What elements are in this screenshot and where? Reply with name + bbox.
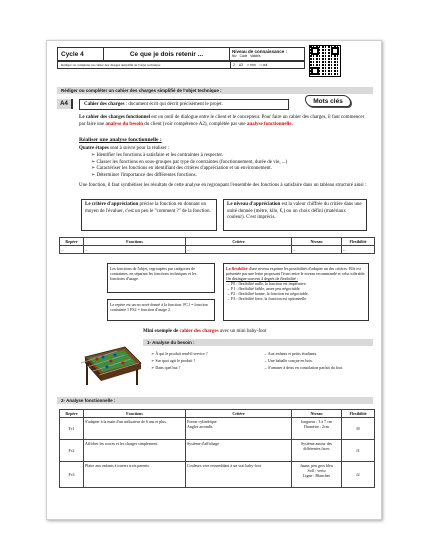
- steps-list: [91, 153, 371, 179]
- list-item: ➢ Dans quel but ?: [151, 365, 181, 370]
- besoin-banner: 1- Analyse du besoin :: [143, 339, 373, 346]
- mini-example-title: Mini exemple de cahier des charges avec un mini baby-foot: [143, 329, 267, 334]
- fonctions-note: Les fonctions de l'objet, regroupées par catégories de contraintes, en séparant les fonctions techniques et les fonctions d'usage.: [107, 263, 215, 293]
- ex-col-fonctions: Fonctions: [84, 410, 186, 418]
- cycle-label: Cycle 4: [58, 48, 104, 60]
- critere-box: Le critère d'appréciation précise la fonction en donnant un moyen de l'évaluer, c'est un peu le "comment ?" de la fonction.: [81, 199, 217, 231]
- definition-text: : document écrit qui décrit précisément le projet.: [124, 102, 223, 107]
- table-intro: Une fonction, il faut synthétiser les résultats de cette analyse en regroupant l'ensemble des fonctions à satisfaire dans un tableau structuré ainsi :: [79, 183, 367, 188]
- ex-col-repere: Repère: [60, 410, 84, 418]
- worksheet-page: [46, 40, 382, 520]
- ex-col-critere: Critère: [186, 410, 292, 418]
- header-bar: [57, 47, 305, 61]
- intro-paragraph: Le cahier des charges fonctionnel est un outil de dialogue entre le client et le concepteur. Pour faire un cahier des charges, il faut commencer par faire une analyse du besoin du client (voir compétence A2), complétée par une analyse fonctionnelle.: [79, 115, 365, 127]
- subheader-bar: [57, 61, 305, 69]
- list-item: → Aux enfants et petits étudiants.: [263, 351, 318, 356]
- ex-col-flexibilite: Flexibilité: [342, 410, 375, 418]
- list-item: → S'amuser à deux en consolation parfait du foot.: [263, 365, 344, 370]
- subsection-title: Réaliser une analyse fonctionnelle :: [79, 137, 162, 143]
- table-row: Fc3 Plaire aux enfants à travers trois parents. Couleurs vive ressemblant à un vrai baby-foot Jaune, peu gros bleu Solf : vertu Ligne : Blanches f2: [60, 462, 375, 488]
- comp-col-code: Code: [239, 54, 248, 58]
- babyfoot-image: [77, 339, 145, 389]
- col-fonctions: Fonctions: [84, 238, 186, 246]
- qr-code-icon: [309, 45, 341, 77]
- comp-niv: 2: [233, 63, 235, 67]
- section-banner: Rédiger ou compléter un cahier des charges simplifié de l'objet technique :: [57, 87, 373, 94]
- list-item: ➢ Sur quoi agit le produit ?: [151, 358, 196, 363]
- definition-term: Cahier des charges: [84, 102, 125, 107]
- steps-intro: Quatre étapes sont à suivre pour la réaliser :: [79, 146, 170, 151]
- ex-col-niveau: Niveau: [292, 410, 342, 418]
- list-item: ➢ Caractériser les fonctions en identifiant des critères d'appréciation et un environnement.: [91, 166, 272, 171]
- col-niveau: Niveau: [292, 238, 342, 246]
- list-item: ➢ Identifier les fonctions à satisfaire et les contraintes à respecter.: [91, 153, 224, 158]
- flexibilite-note: La flexibilité d'une niveau exprime les possibilités d'adapter un des critères. Elle est présentée par une lettre proposant l'écart entre le niveau recommandé et celui tolérable. On distingue souvent 4 degrés de flexibilité : → F0 : flexibilité nulle, la fonction est impérative. → F1 : flexibilité faible, assez peu négociable. → F2 : flexibilité bonne, la fonction est négociable. → F3 : flexibilité forte, la fonction est optionnelle.: [223, 263, 369, 321]
- col-critere: Critère: [186, 238, 292, 246]
- subtitle: Rédiger ou compléter un cahier des charges simplifié de l'objet technique: [61, 63, 161, 67]
- example-table: [59, 409, 375, 488]
- list-item: ➢ Déterminer l'importance des différentes fonctions.: [91, 172, 197, 178]
- mots-cles-badge: Mots clés: [305, 95, 351, 107]
- competence-title: Niveau de connaissance :: [232, 49, 288, 54]
- repere-note: Le repère est un no nové donné à la fonction. FC1 = fonction contrainte 1 FS2 = fonction d'usage 2.: [107, 299, 215, 321]
- checkbox-non[interactable]: □ non: [247, 63, 256, 67]
- table-row: Fc1 S'adapter à la main d'un utilisateur de 6 ans et plus. Forme cylindrique Angles arrondis longueur : 3 à 7 cm Diamètre : 2cm f0: [60, 418, 375, 440]
- comp-col-valides: Validés: [250, 54, 261, 58]
- competence-values: [230, 62, 304, 68]
- checkbox-oui[interactable]: □ oui: [259, 63, 268, 67]
- definition-box: [79, 99, 289, 110]
- niveau-box: Le niveau d'appréciation est la valeur chiffrée du critère dans une unité donnée (mètre, kilo, €,) ou un choix défini (matériaux couleur). C'est imprécis.: [223, 199, 367, 231]
- structure-table: Repère Fonctions Critère Niveau Flexibilité ... ... ... ... ...: [59, 237, 375, 254]
- table-row: Fc2 Afficher les scores et les charger simplement. Système d'affichage Système autour des différentes faces f1: [60, 440, 375, 462]
- comp-code: A3: [238, 63, 244, 67]
- comp-col-niv: Niv: [232, 54, 237, 58]
- list-item: ➢ Classer les fonctions en sous-groupes par type de contraintes (fonctionnement, durée de vie, ...): [91, 159, 288, 165]
- col-repere: Repère: [60, 238, 84, 246]
- analyse-banner: 2- Analyse fonctionnelle :: [57, 397, 373, 404]
- list-item: → Une baballe conçue en bois.: [263, 358, 313, 363]
- page-title: Ce que je dois retenir ...: [104, 48, 230, 60]
- list-item: ➢ À qui le produit rend-il service ?: [151, 351, 208, 356]
- competence-tag: A4: [57, 99, 73, 109]
- competence-box: [230, 48, 304, 60]
- besoin-questions: [151, 351, 261, 370]
- besoin-answers: [263, 351, 371, 370]
- col-flexibilite: Flexibilité: [342, 238, 375, 246]
